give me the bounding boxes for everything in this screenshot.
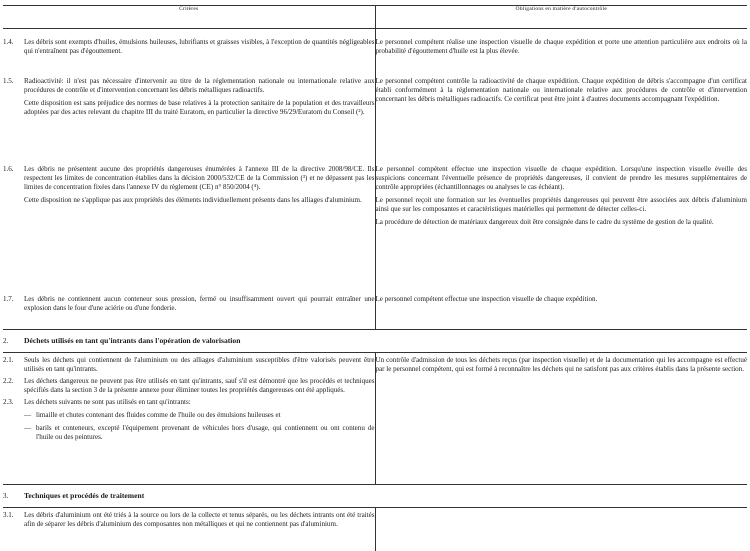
section-heading-row <box>3 485 747 508</box>
table-header-row <box>3 6 747 29</box>
criteria-paragraph: Cette disposition ne s'applique pas aux propriétés des éléments individuellement présents dans les alliages d'aluminium. <box>3 196 375 205</box>
section-title: Déchets utilisés en tant qu'intrants dans l'opération de valorisation <box>24 336 240 345</box>
criteria-cell <box>3 75 375 163</box>
section-number: 3. <box>3 492 24 501</box>
obligation-cell <box>375 353 747 485</box>
section-title: Techniques et procédés de traitement <box>24 491 144 500</box>
obligation-cell <box>375 75 747 163</box>
criteria-table <box>3 5 747 551</box>
obligation-paragraph: Le personnel reçoit une formation sur les éventuelles propriétés dangereuses qui peuvent être associées aux débris d'aluminium ainsi que sur les composantes et caractéristiques matérielles qui permettent de détecter celles-ci. <box>376 196 748 214</box>
criteria-cell <box>3 29 375 76</box>
list-item-text: barils et conteneurs, excepté l'équipement provenant de véhicules hors d'usage, qui contiennent ou ont contenu de l'huile ou des peintures. <box>36 424 375 442</box>
table-row <box>3 293 747 330</box>
header-criteria: Critères <box>3 6 375 29</box>
criteria-text: Les déchets dangereux ne peuvent pas être utilisés en tant qu'intrants, sauf s'il est démontré que les procédés et techniques spécifiés dans la section 3 de la présente annexe pour éliminer toutes les propriétés dangereuses ont été appliqués. <box>24 377 375 395</box>
item-number: 2.3. <box>3 398 24 407</box>
table-row <box>3 508 747 551</box>
obligation-cell-empty <box>375 508 747 551</box>
criteria-cell <box>3 293 375 330</box>
obligation-cell <box>375 293 747 330</box>
obligation-cell <box>375 163 747 293</box>
section-heading-row <box>3 330 747 353</box>
criteria-text: Les débris d'aluminium ont été triés à la source ou lors de la collecte et tenus séparés, ou les déchets intrants ont été traités afin de séparer les débris d'aluminium des composantes non métalliques et qui ne contiennent pas d'aluminium. <box>24 511 375 529</box>
table-row <box>3 75 747 163</box>
obligation-text: Le personnel compétent réalise une inspection visuelle de chaque expédition et porte une attention particulière aux endroits où la probabilité d'égouttement d'huile est la plus élevée. <box>376 38 748 55</box>
item-number: 2.2. <box>3 377 24 395</box>
section-heading <box>3 485 747 508</box>
obligation-paragraph: La procédure de détection de matériaux dangereux doit être consignée dans le cadre du système de gestion de la qualité. <box>376 218 748 227</box>
table-row <box>3 29 747 76</box>
table-row <box>3 163 747 293</box>
item-number: 1.4. <box>3 38 24 56</box>
list-item-text: limaille et chutes contenant des fluides comme de l'huile ou des émulsions huileuses et <box>36 411 375 420</box>
criteria-cell <box>3 353 375 485</box>
table-row <box>3 353 747 485</box>
criteria-paragraph: Cette disposition est sans préjudice des normes de base relatives à la protection sanitaire de la population et des travailleurs adoptées par des actes relevant du chapitre III du traité Euratom, en particulier la directive 96/29/Euratom du Conseil (²). <box>3 99 375 117</box>
header-obligations: Obligations en matière d'autocontrôle <box>375 6 747 29</box>
item-number: 1.7. <box>3 295 24 313</box>
obligation-text: Le personnel compétent effectue une inspection visuelle de chaque expédition. Lorsqu'une inspection visuelle éveille des suspicions concernant l'éventuelle présence de propriétés dangereuses, il convient de prendre les mesures supplémentaires de contrôle appropriées (échantillonnages ou analyses le cas échéant). <box>376 165 748 192</box>
list-item <box>3 424 375 442</box>
obligation-text: Le personnel compétent effectue une inspection visuelle de chaque expédition. <box>376 295 598 303</box>
item-number: 2.1. <box>3 356 24 374</box>
criteria-text: Les débris sont exempts d'huiles, émulsions huileuses, lubrifiants et graisses visibles, à l'exception de quantités négligeables qui n'entraînent pas d'égouttement. <box>24 38 375 56</box>
criteria-cell <box>3 508 375 551</box>
bullet-dash: — <box>24 424 36 442</box>
criteria-text: Seuls les déchets qui contiennent de l'aluminium ou des alliages d'aluminium susceptibles d'être valorisés peuvent être utilisés en tant qu'intrants. <box>24 356 375 374</box>
criteria-cell <box>3 163 375 293</box>
item-number: 3.1. <box>3 511 24 529</box>
section-heading <box>3 330 747 353</box>
criteria-text: Les débris ne présentent aucune des propriétés dangereuses énumérées à l'annexe III de la directive 2008/98/CE. Ils respectent les limites de concentration établies dans la décision 2000/532/CE de la Commission (³) et ne dépassent pas les limites de concentration fixées dans l'annexe IV du règlement (CE) n° 850/2004 (⁴). <box>24 165 375 192</box>
bullet-dash: — <box>24 411 36 420</box>
obligation-cell <box>375 29 747 76</box>
obligation-text: Un contrôle d'admission de tous les déchets reçus (par inspection visuelle) et de la documentation qui les accompagne est effectué par le personnel compétent, qui est formé à reconnaître les déchets qui ne satisfont pas aux critères établis dans la présente section. <box>376 356 748 373</box>
criteria-text: Radioactivité: il n'est pas nécessaire d'intervenir au titre de la réglementation nationale ou internationale relative aux procédures de contrôle et d'intervention concernant les débris métalliques radioactifs. <box>24 77 375 95</box>
criteria-text: Les déchets suivants ne sont pas utilisés en tant qu'intrants: <box>24 398 375 407</box>
item-number: 1.5. <box>3 77 24 95</box>
criteria-text: Les débris ne contiennent aucun conteneur sous pression, fermé ou insuffisamment ouvert qui pourrait entraîner une explosion dans le four d'une aciérie ou d'une fonderie. <box>24 295 375 313</box>
list-item <box>3 411 375 420</box>
item-number: 1.6. <box>3 165 24 192</box>
obligation-text: Le personnel compétent contrôle la radioactivité de chaque expédition. Chaque expédition de débris s'accompagne d'un certificat établi conformément à la réglementation nationale ou internationale relative aux procédures de contrôle et d'intervention concernant les débris métalliques radioactifs. Ce certificat peut être joint à d'autres documents accompagnant l'expédition. <box>376 77 748 103</box>
section-number: 2. <box>3 337 24 346</box>
